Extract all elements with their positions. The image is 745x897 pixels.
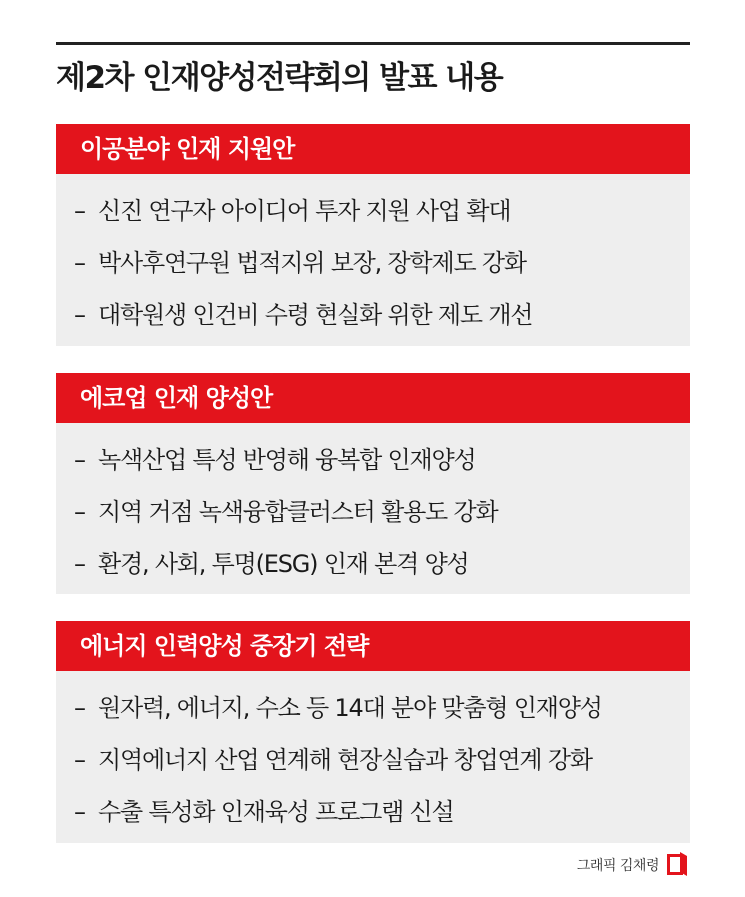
item-text: 신진 연구자 아이디어 투자 지원 사업 확대 <box>98 197 511 225</box>
bullet-dash: – <box>74 197 85 225</box>
section-eco-talent <box>56 373 690 594</box>
section-body <box>56 671 690 843</box>
item-text: 녹색산업 특성 반영해 융복합 인재양성 <box>98 446 476 474</box>
item-text: 수출 특성화 인재육성 프로그램 신설 <box>98 798 454 826</box>
item-text: 지역에너지 산업 연계해 현장실습과 창업연계 강화 <box>98 746 592 774</box>
item-text: 지역 거점 녹색융합클러스터 활용도 강화 <box>98 498 498 526</box>
top-divider <box>56 42 690 45</box>
list-item <box>56 682 690 734</box>
section-heading: 이공분야 인재 지원안 <box>56 124 690 174</box>
item-text: 대학원생 인건비 수령 현실화 위한 제도 개선 <box>98 301 533 329</box>
bullet-dash: – <box>74 746 85 774</box>
bullet-dash: – <box>74 694 85 722</box>
section-body <box>56 423 690 594</box>
item-text: 원자력, 에너지, 수소 등 14대 분야 맞춤형 인재양성 <box>98 694 602 722</box>
list-item <box>56 237 690 289</box>
bullet-dash: – <box>74 498 85 526</box>
section-body <box>56 174 690 346</box>
item-text: 박사후연구원 법적지위 보장, 장학제도 강화 <box>98 249 526 277</box>
bullet-dash: – <box>74 301 85 329</box>
item-text: 환경, 사회, 투명(ESG) 인재 본격 양성 <box>98 550 469 578</box>
bullet-dash: – <box>74 550 85 578</box>
publisher-logo-icon <box>664 851 690 877</box>
bullet-dash: – <box>74 249 85 277</box>
list-item <box>56 734 690 786</box>
bullet-dash: – <box>74 798 85 826</box>
list-item <box>56 185 690 237</box>
page-title: 제2차 인재양성전략회의 발표 내용 <box>56 60 503 96</box>
section-science-talent <box>56 124 690 346</box>
section-energy-talent <box>56 621 690 843</box>
list-item <box>56 486 690 538</box>
list-item <box>56 289 690 341</box>
bullet-dash: – <box>74 446 85 474</box>
list-item <box>56 538 690 590</box>
graphic-credit: 그래픽 김채령 <box>576 858 659 874</box>
section-heading: 에너지 인력양성 중장기 전략 <box>56 621 690 671</box>
section-heading: 에코업 인재 양성안 <box>56 373 690 423</box>
list-item <box>56 434 690 486</box>
list-item <box>56 786 690 838</box>
